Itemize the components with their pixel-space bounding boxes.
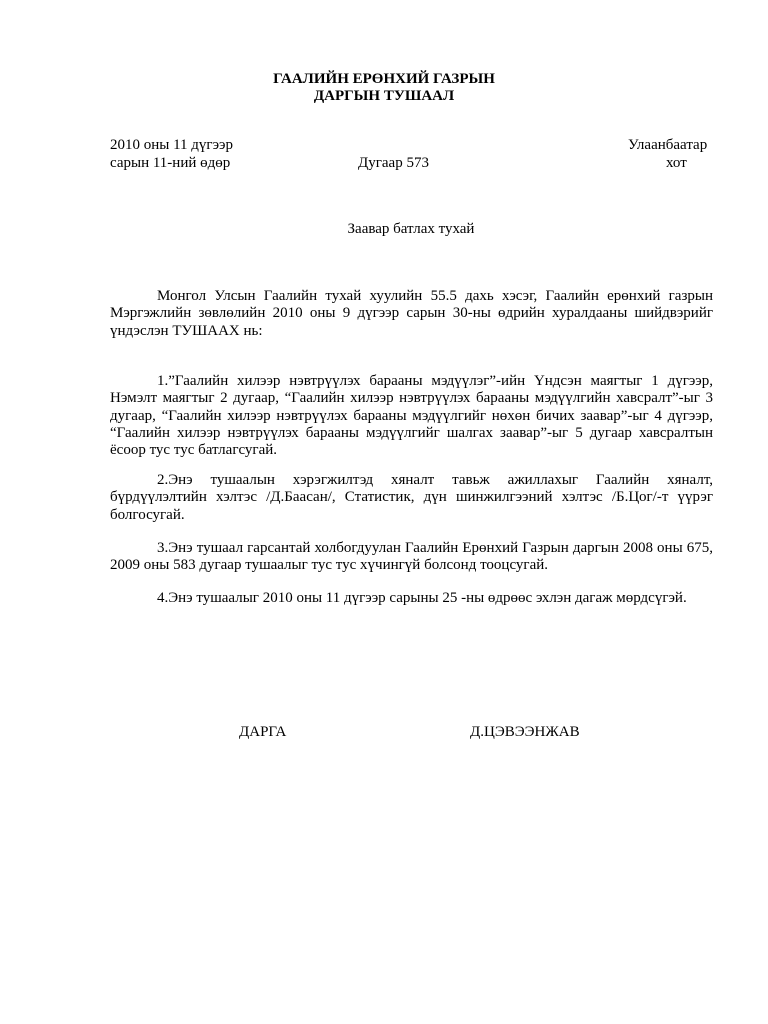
document-title-line2: ДАРГЫН ТУШААЛ — [313, 88, 455, 104]
date-line2: сарын 11-ний өдөр — [110, 155, 231, 171]
city-line2: хот — [666, 155, 687, 171]
order-item-4: 4.Энэ тушаалыг 2010 оны 11 дүгээр сарыны 25 -ны өдрөөс эхлэн дагаж мөрдсүгэй. — [157, 590, 687, 606]
order-item-2: 2.Энэ тушаалын хэрэгжилтэд хяналт тавьж ажиллахыг Гаалийн хяналт, бүрдүүлэлтийн хэлтэс /Д.Баасан/, Статистик, дүн шинжилгээний хэлтэс /Б.Цог/-т үүрэг болгосугай. — [110, 472, 713, 523]
signature-position: ДАРГА — [239, 724, 287, 740]
order-number: Дугаар 573 — [358, 155, 429, 171]
preamble-paragraph: Монгол Улсын Гаалийн тухай хуулийн 55.5 дахь хэсэг, Гаалийн ерөнхий газрын Мэргэжлийн зөвлөлийн 2010 оны 9 дүгээр сарын 30-ны өдрийн хуралдааны шийдвэрийг үндэслэн ТУШААХ нь: — [110, 288, 713, 339]
document-title-line1: ГААЛИЙН ЕРӨНХИЙ ГАЗРЫН — [273, 71, 495, 87]
order-item-1: 1.”Гаалийн хилээр нэвтрүүлэх барааны мэдүүлэг”-ийн Үндсэн маягтыг 1 дүгээр, Нэмэлт маягтыг 2 дугаар, “Гаалийн хилээр нэвтрүүлэх барааны мэдүүлгийн хавсралт”-ыг 3 дугаар, “Гаалийн хилээр нэвтрүүлэх барааны мэдүүлгийг нөхөн бичих заавар”-ыг 4 дүгээр, “Гаалийн хилээр нэвтрүүлэх барааны мэдүүлгийг шалгах заавар”-ыг 5 дугаар хавсралтын ёсоор тус тус батлагсугай. — [110, 373, 713, 459]
document-subject: Заавар батлах тухай — [347, 221, 475, 237]
signature-name: Д.ЦЭВЭЭНЖАВ — [470, 724, 580, 740]
city-line1: Улаанбаатар — [628, 137, 708, 153]
order-item-3: 3.Энэ тушаал гарсантай холбогдуулан Гаалийн Ерөнхий Газрын даргын 2008 оны 675, 2009 оны 583 дугаар тушаалыг тус тус хүчингүй болсонд тооцсугай. — [110, 540, 713, 574]
date-line1: 2010 оны 11 дүгээр — [110, 137, 233, 153]
